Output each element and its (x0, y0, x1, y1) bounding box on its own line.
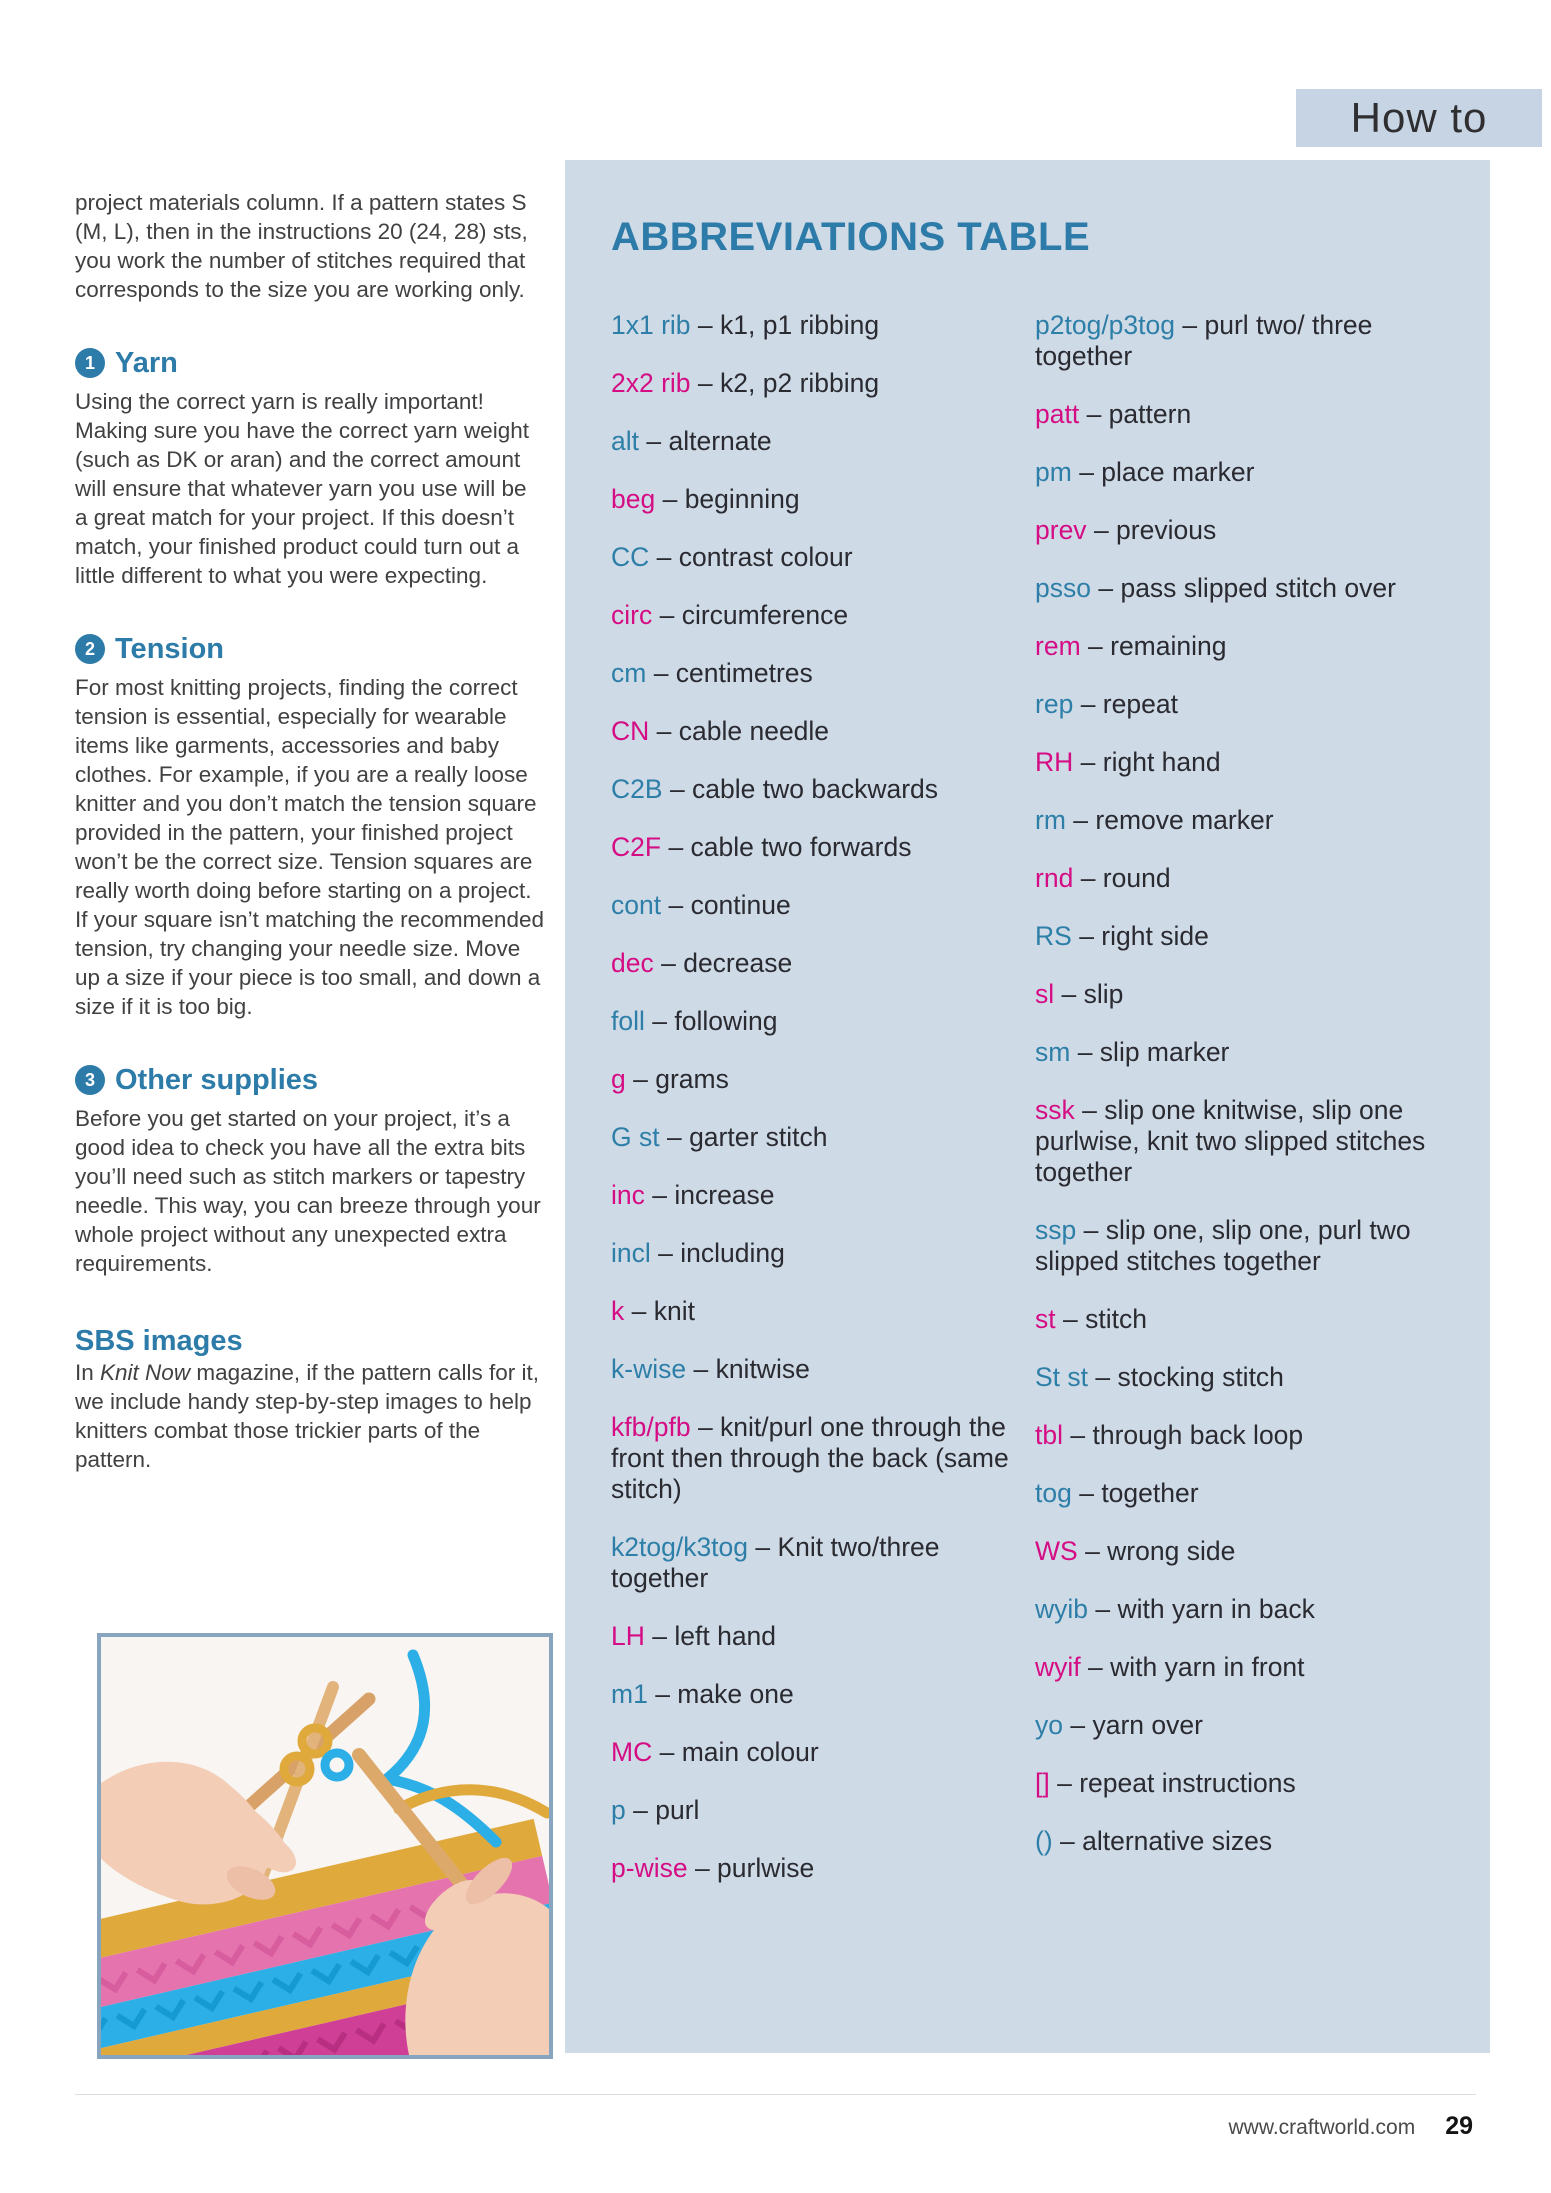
abbreviation-code: k2tog/k3tog (611, 1532, 749, 1562)
abbreviation-code: dec (611, 948, 654, 978)
abbreviation-entry (611, 1532, 1009, 1594)
abbreviation-definition: – make one (655, 1679, 794, 1709)
abbreviation-code: ssp (1035, 1215, 1077, 1245)
abbreviation-code: incl (611, 1238, 651, 1268)
abbreviation-definition: – Knit two/three together (611, 1532, 940, 1593)
section-heading (75, 346, 545, 380)
abbreviation-entry (1035, 1536, 1462, 1567)
abbreviation-entry (611, 484, 1009, 515)
abbreviation-code: CN (611, 716, 650, 746)
abbreviation-entry (611, 948, 1009, 979)
abbr-column-1 (611, 310, 1009, 1911)
abbreviation-definition: – wrong side (1085, 1536, 1236, 1566)
abbreviation-code: kfb/pfb (611, 1412, 691, 1442)
intro-paragraph: project materials column. If a pattern states S (M, L), then in the instructions 20 (24, 28) sts, you work the number of stitches required that corresponds to the size you are working only. (75, 190, 528, 302)
abbreviation-code: sl (1035, 979, 1055, 1009)
abbreviation-definition: – contrast colour (656, 542, 853, 572)
abbreviation-code: St st (1035, 1362, 1089, 1392)
abbreviation-entry (611, 1412, 1009, 1505)
abbreviation-definition: – stitch (1063, 1304, 1147, 1334)
abbreviation-definition: – knit (631, 1296, 695, 1326)
knitting-photo (97, 1633, 553, 2059)
abbreviation-code: MC (611, 1737, 653, 1767)
abbreviation-definition: – slip marker (1077, 1037, 1230, 1067)
abbreviation-entry (1035, 573, 1462, 604)
abbreviation-definition: – together (1079, 1478, 1199, 1508)
abbreviation-definition: – through back loop (1070, 1420, 1304, 1450)
abbreviation-entry (1035, 863, 1462, 894)
abbreviation-entry (1035, 1362, 1462, 1393)
abbreviation-definition: – k2, p2 ribbing (697, 368, 880, 398)
abbreviation-entry (611, 426, 1009, 457)
abbreviation-definition: – cable needle (656, 716, 830, 746)
abbreviation-code: 2x2 rib (611, 368, 691, 398)
abbreviation-entry (611, 890, 1009, 921)
abbreviation-definition: – alternate (646, 426, 772, 456)
abbreviation-definition: – remaining (1088, 631, 1227, 661)
abbreviation-code: k-wise (611, 1354, 687, 1384)
abbreviation-entry (1035, 921, 1462, 952)
abbreviation-definition: – stocking stitch (1095, 1362, 1284, 1392)
footer-rule (75, 2094, 1476, 2095)
abbreviation-code: tog (1035, 1478, 1072, 1508)
abbreviations-columns (611, 310, 1462, 1911)
abbreviation-definition: – continue (668, 890, 791, 920)
footer-website: www.craftworld.com (1228, 2116, 1416, 2139)
abbreviation-entry (1035, 1215, 1462, 1277)
abbreviation-entry (611, 1296, 1009, 1327)
abbreviation-entry (1035, 1304, 1462, 1335)
abbreviation-code: st (1035, 1304, 1056, 1334)
abbreviation-definition: – with yarn in back (1095, 1594, 1315, 1624)
abbreviation-code: cm (611, 658, 647, 688)
abbreviation-code: k (611, 1296, 625, 1326)
abbreviation-code: beg (611, 484, 656, 514)
abbreviation-entry (1035, 515, 1462, 546)
abbreviation-code: RS (1035, 921, 1072, 951)
abbreviation-definition: – garter stitch (666, 1122, 828, 1152)
abbreviation-code: p2tog/p3tog (1035, 310, 1175, 340)
abbreviation-entry (611, 368, 1009, 399)
abbreviation-definition: – pattern (1086, 399, 1192, 429)
abbreviation-definition: – place marker (1079, 457, 1255, 487)
abbreviation-entry (611, 1238, 1009, 1269)
section-body: Using the correct yarn is really important! Making sure you have the correct yarn weight (such as DK or aran) and the correct amount will ensure that whatever yarn you use will be a great match for your project. If this doesn’t match, your finished product could turn out a little different to what you were expecting. (75, 389, 529, 588)
left-section (75, 1063, 545, 1278)
abbreviation-code: ssk (1035, 1095, 1075, 1125)
abbreviation-definition: – round (1080, 863, 1171, 893)
abbreviation-definition: – increase (652, 1180, 775, 1210)
abbreviation-definition: – slip one, slip one, purl two slipped stitches together (1035, 1215, 1411, 1276)
magazine-name: Knit Now (100, 1360, 191, 1385)
abbreviation-code: pm (1035, 457, 1072, 487)
abbreviation-entry (611, 658, 1009, 689)
abbreviation-definition: – right hand (1080, 747, 1221, 777)
abbreviations-panel (565, 160, 1490, 2053)
abbreviation-entry (1035, 457, 1462, 488)
abbr-column-2 (1035, 310, 1462, 1911)
abbreviation-code: g (611, 1064, 626, 1094)
abbreviation-definition: – knitwise (693, 1354, 810, 1384)
abbreviation-definition: – alternative sizes (1060, 1826, 1273, 1856)
abbreviation-code: rep (1035, 689, 1074, 719)
abbreviation-entry (611, 542, 1009, 573)
abbreviation-code: rm (1035, 805, 1066, 835)
section-number-badge: 1 (75, 348, 105, 378)
how-to-label: How to (1350, 94, 1488, 141)
knitting-photo-illustration (101, 1637, 549, 2055)
abbreviation-definition: – purl (633, 1795, 700, 1825)
section-title: Tension (115, 633, 225, 665)
sbs-section (75, 1324, 545, 1474)
abbreviation-code: alt (611, 426, 639, 456)
abbreviation-definition: – repeat (1080, 689, 1178, 719)
abbreviation-code: [] (1035, 1768, 1050, 1798)
abbreviation-code: WS (1035, 1536, 1078, 1566)
section-number-badge: 3 (75, 1065, 105, 1095)
abbreviation-entry (611, 832, 1009, 863)
abbreviation-definition: – main colour (659, 1737, 819, 1767)
abbreviation-entry (611, 774, 1009, 805)
abbreviation-code: prev (1035, 515, 1087, 545)
abbreviation-entry (1035, 1095, 1462, 1188)
abbreviation-code: wyif (1035, 1652, 1081, 1682)
section-number-badge: 2 (75, 634, 105, 664)
sbs-paragraph (75, 1358, 545, 1474)
abbreviation-entry (1035, 805, 1462, 836)
abbreviation-entry (1035, 1710, 1462, 1741)
abbreviation-definition: – with yarn in front (1088, 1652, 1305, 1682)
abbreviation-definition: – purl two/ three together (1035, 310, 1373, 371)
sbs-title: SBS images (75, 1325, 243, 1357)
abbreviation-definition: – following (652, 1006, 778, 1036)
abbreviation-entry (611, 1006, 1009, 1037)
abbreviation-definition: – including (658, 1238, 785, 1268)
section-body: For most knitting projects, finding the correct tension is essential, especially for wearable items like garments, accessories and baby clothes. For example, if you are a really loose knitter and you don’t match the tension square provided in the pattern, your finished project won’t be the correct size. Tension squares are really worth doing before starting on a project. If your square isn’t matching the recommended tension, try changing your needle size. Move up a size if your piece is too small, and down a size if it is too big. (75, 675, 544, 1019)
abbreviation-entry (1035, 1420, 1462, 1451)
abbreviation-definition: – left hand (652, 1621, 777, 1651)
abbreviation-entry (1035, 1594, 1462, 1625)
abbreviation-code: () (1035, 1826, 1053, 1856)
abbreviation-entry (611, 1853, 1009, 1884)
abbreviation-code: wyib (1035, 1594, 1089, 1624)
abbreviation-code: circ (611, 600, 653, 630)
sbs-text-prefix: In (75, 1360, 101, 1385)
sbs-text-suffix: magazine, if the pattern calls for it, we include handy step-by-step images to help knitters combat those trickier parts of the pattern. (75, 1360, 539, 1472)
section-body: Before you get started on your project, it’s a good idea to check you have all the extra bits you’ll need such as stitch markers or tapestry needle. This way, you can breeze through your whole project without any unexpected extra requirements. (75, 1106, 541, 1276)
abbreviation-code: cont (611, 890, 662, 920)
abbreviation-definition: – knit/purl one through the front then through the back (same stitch) (611, 1412, 1009, 1504)
abbreviation-code: inc (611, 1180, 645, 1210)
abbreviation-definition: – circumference (659, 600, 849, 630)
abbreviation-entry (1035, 631, 1462, 662)
abbreviation-definition: – k1, p1 ribbing (697, 310, 880, 340)
abbreviation-entry (1035, 1826, 1462, 1857)
abbreviation-entry (1035, 310, 1462, 372)
abbreviation-code: m1 (611, 1679, 648, 1709)
section-title: Yarn (115, 347, 178, 379)
abbreviations-title: ABBREVIATIONS TABLE (611, 215, 1091, 259)
abbreviation-entry (611, 1621, 1009, 1652)
abbreviation-definition: – slip (1061, 979, 1124, 1009)
abbreviation-definition: – pass slipped stitch over (1098, 573, 1396, 603)
section-heading (75, 1063, 545, 1097)
abbreviation-code: RH (1035, 747, 1074, 777)
abbreviation-code: LH (611, 1621, 645, 1651)
abbreviation-entry (1035, 1478, 1462, 1509)
abbreviation-definition: – purlwise (694, 1853, 815, 1883)
abbreviation-code: rem (1035, 631, 1081, 661)
abbreviation-code: psso (1035, 573, 1091, 603)
left-section (75, 346, 545, 590)
section-title: Other supplies (115, 1064, 319, 1096)
abbreviation-entry (1035, 399, 1462, 430)
abbreviation-code: C2F (611, 832, 662, 862)
abbreviation-code: patt (1035, 399, 1080, 429)
abbreviation-definition: – right side (1079, 921, 1209, 951)
abbreviation-entry (611, 1737, 1009, 1768)
section-heading (75, 632, 545, 666)
abbreviation-entry (611, 1122, 1009, 1153)
abbreviation-entry (611, 1354, 1009, 1385)
abbreviation-entry (611, 1679, 1009, 1710)
abbreviation-code: yo (1035, 1710, 1063, 1740)
how-to-tab (1296, 89, 1542, 147)
abbreviation-entry (1035, 979, 1462, 1010)
abbreviation-definition: – beginning (662, 484, 800, 514)
left-column (75, 188, 545, 1474)
abbreviation-code: p-wise (611, 1853, 688, 1883)
left-section (75, 632, 545, 1021)
abbreviation-definition: – remove marker (1073, 805, 1274, 835)
abbreviation-definition: – yarn over (1070, 1710, 1203, 1740)
abbreviation-entry (1035, 1768, 1462, 1799)
abbreviation-entry (1035, 1652, 1462, 1683)
abbreviation-code: tbl (1035, 1420, 1063, 1450)
footer-page-number: 29 (1445, 2112, 1473, 2140)
abbreviation-entry (611, 716, 1009, 747)
abbreviation-entry (611, 310, 1009, 341)
abbreviation-definition: – decrease (661, 948, 793, 978)
abbreviation-code: rnd (1035, 863, 1074, 893)
footer (1228, 2112, 1473, 2141)
abbreviation-code: G st (611, 1122, 660, 1152)
abbreviation-definition: – repeat instructions (1057, 1768, 1296, 1798)
abbreviation-entry (1035, 689, 1462, 720)
abbreviation-definition: – cable two backwards (669, 774, 939, 804)
abbreviation-code: CC (611, 542, 650, 572)
abbreviation-definition: – previous (1093, 515, 1217, 545)
abbreviation-code: p (611, 1795, 626, 1825)
abbreviation-definition: – slip one knitwise, slip one purlwise, knit two slipped stitches together (1035, 1095, 1426, 1187)
abbreviation-entry (1035, 747, 1462, 778)
abbreviation-entry (1035, 1037, 1462, 1068)
abbreviation-entry (611, 1795, 1009, 1826)
abbreviation-definition: – grams (633, 1064, 729, 1094)
abbreviation-entry (611, 1064, 1009, 1095)
abbreviation-code: C2B (611, 774, 663, 804)
abbreviation-code: sm (1035, 1037, 1071, 1067)
abbreviation-entry (611, 600, 1009, 631)
abbreviation-definition: – cable two forwards (668, 832, 912, 862)
abbreviation-code: 1x1 rib (611, 310, 691, 340)
abbreviation-entry (611, 1180, 1009, 1211)
abbreviation-definition: – centimetres (653, 658, 813, 688)
abbreviation-code: foll (611, 1006, 645, 1036)
left-sections (75, 346, 545, 1278)
